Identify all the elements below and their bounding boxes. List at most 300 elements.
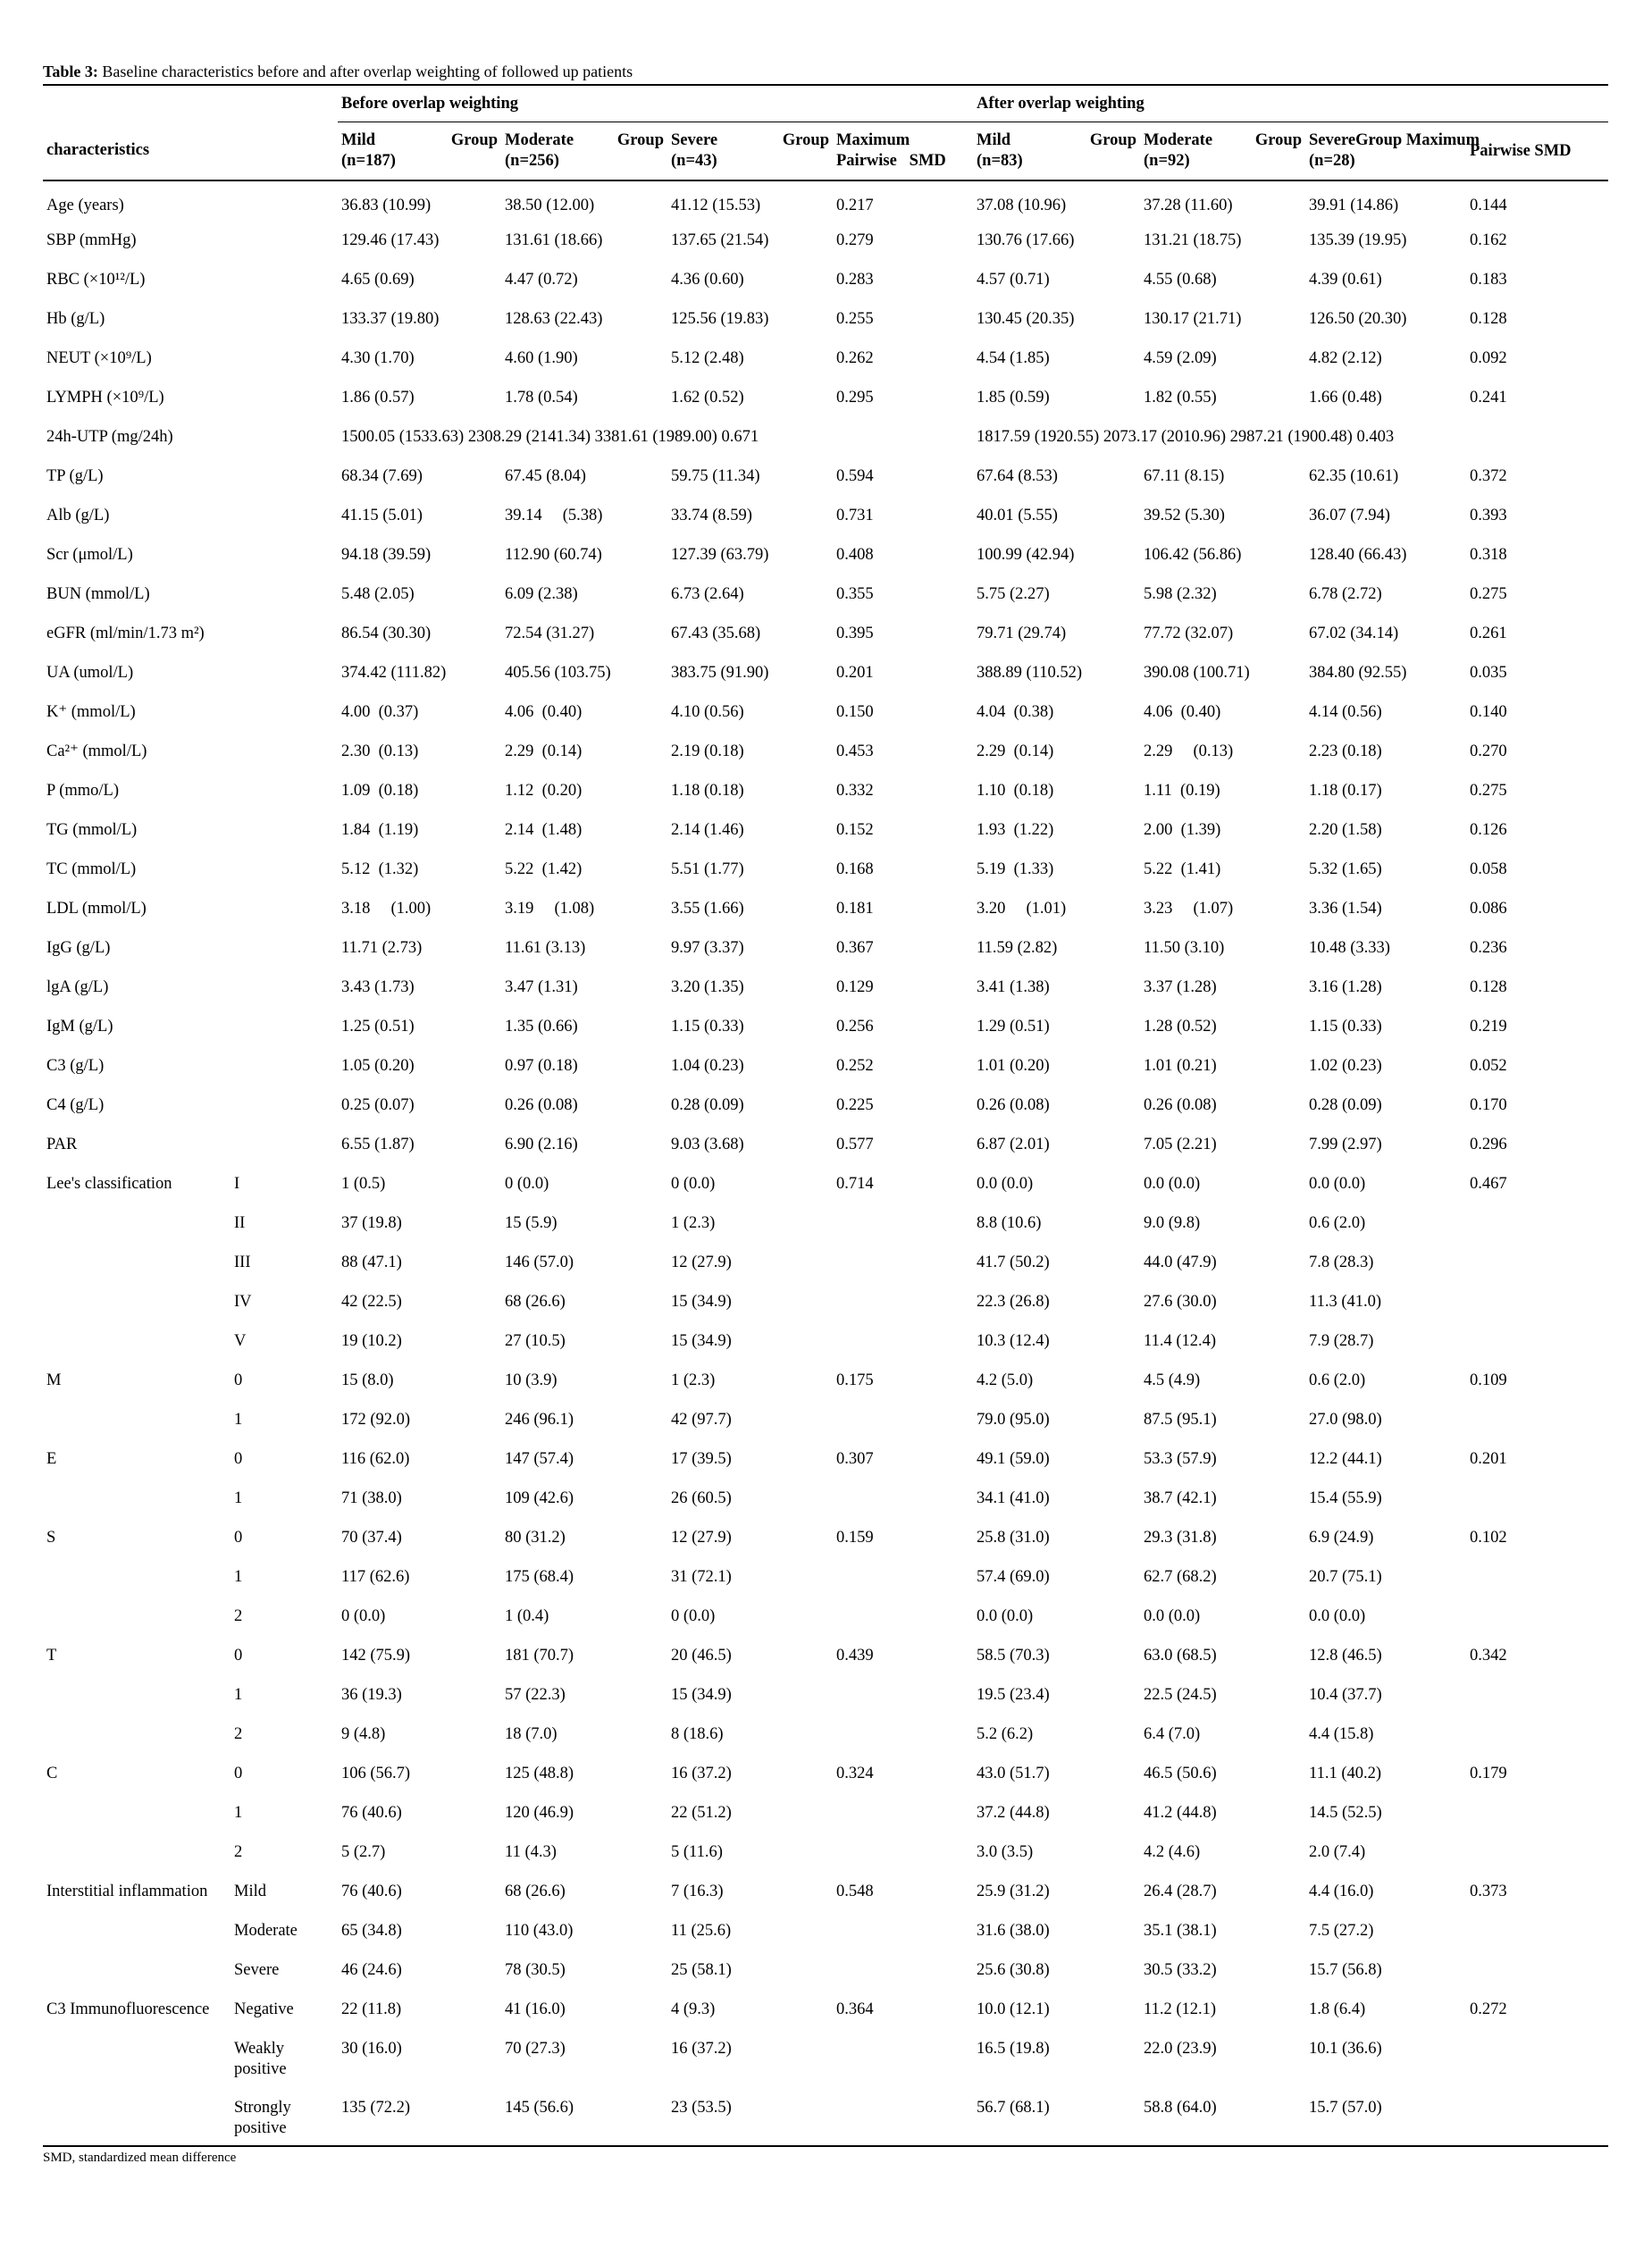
value-cell: 0.28 (0.09): [671, 1096, 744, 1114]
value-cell: 0.201: [1470, 1450, 1507, 1468]
value-cell: 0.393: [1470, 507, 1507, 524]
value-cell: 0.594: [836, 467, 874, 485]
value-cell: 4.47 (0.72): [505, 271, 578, 289]
row-subcategory: Strongly positive: [231, 2087, 338, 2146]
value-cell: 1.28 (0.52): [1144, 1018, 1217, 1036]
value-cell: 109 (42.6): [505, 1489, 574, 1507]
table-row: [43, 534, 1608, 574]
value-cell: 9 (4.8): [341, 1725, 386, 1743]
value-cell: 0.26 (0.08): [1144, 1096, 1217, 1114]
value-cell: 4 (9.3): [671, 2000, 716, 2018]
row-characteristic: [43, 1674, 231, 1714]
value-cell: 128.40 (66.43): [1309, 546, 1407, 564]
column-header: [833, 122, 973, 181]
value-cell: 3.41 (1.38): [977, 978, 1050, 996]
row-characteristic: LDL (mmol/L): [46, 900, 147, 918]
value-cell: [1466, 2028, 1608, 2087]
value-cell: 0.577: [836, 1136, 874, 1153]
value-cell: 5.51 (1.77): [671, 860, 744, 878]
value-cell: 11.1 (40.2): [1309, 1765, 1382, 1782]
row-subcategory: [231, 613, 338, 652]
value-cell: [1466, 1596, 1608, 1635]
row-characteristic: Scr (μmol/L): [46, 546, 133, 564]
table-row: [43, 1910, 1608, 1950]
caption-text: Baseline characteristics before and after overlap weighting of followed up patients: [97, 63, 633, 80]
value-cell: 15 (8.0): [341, 1371, 394, 1389]
value-cell: 0.241: [1470, 389, 1507, 407]
value-cell: 4.4 (15.8): [1309, 1725, 1374, 1743]
value-cell: 0.25 (0.07): [341, 1096, 415, 1114]
value-cell: 40.01 (5.55): [977, 507, 1058, 524]
value-cell: 0.275: [1470, 782, 1507, 800]
table-document: [43, 61, 1608, 2166]
table-row: [43, 849, 1608, 888]
table-row: [43, 1163, 1608, 1203]
value-cell: [1466, 1832, 1608, 1871]
value-cell: 53.3 (57.9): [1144, 1450, 1217, 1468]
value-cell: 0.0 (0.0): [977, 1607, 1034, 1625]
row-characteristic: LYMPH (×10⁹/L): [46, 389, 164, 407]
table-row: [43, 377, 1608, 416]
column-header-sample: Pairwise SMD: [836, 152, 946, 170]
table-row: [43, 495, 1608, 534]
row-characteristic: S: [46, 1529, 56, 1547]
value-cell: 3.20 (1.35): [671, 978, 744, 996]
value-cell: 79.0 (95.0): [977, 1411, 1050, 1429]
column-header-sample: (n=92): [1144, 152, 1190, 170]
value-cell: [833, 2028, 973, 2087]
value-cell: 57 (22.3): [505, 1686, 566, 1704]
value-cell: 25.8 (31.0): [977, 1529, 1050, 1547]
row-subcategory: 2: [234, 1843, 243, 1861]
value-cell: 10.0 (12.1): [977, 2000, 1050, 2018]
value-cell: 145 (56.6): [501, 2087, 667, 2146]
table-row: [43, 1006, 1608, 1045]
row-characteristic: [43, 1792, 231, 1832]
value-cell: 0.058: [1470, 860, 1507, 878]
value-cell: 0.217: [836, 197, 874, 214]
row-subcategory: [231, 259, 338, 298]
value-cell: 0.175: [836, 1371, 874, 1389]
row-subcategory: 1: [234, 1411, 243, 1429]
value-cell: 405.56 (103.75): [505, 664, 611, 682]
row-subcategory: Negative: [234, 2000, 294, 2018]
value-cell: 12 (27.9): [671, 1529, 732, 1547]
table-row: [43, 1674, 1608, 1714]
value-cell: 67.45 (8.04): [505, 467, 586, 485]
value-cell: 110 (43.0): [505, 1922, 574, 1940]
value-cell: [833, 1203, 973, 1242]
value-cell: 3.16 (1.28): [1309, 978, 1382, 996]
row-characteristic: Lee's classification: [46, 1175, 172, 1193]
column-header-group: Group: [616, 131, 664, 149]
value-cell: 2.20 (1.58): [1309, 821, 1382, 839]
row-characteristic: Hb (g/L): [46, 310, 105, 328]
value-cell: 37.28 (11.60): [1144, 197, 1233, 214]
value-cell: 30.5 (33.2): [1144, 1961, 1217, 1979]
caption-label: Table 3:: [43, 63, 98, 80]
value-cell: 41 (16.0): [505, 2000, 566, 2018]
row-subcategory: [231, 1006, 338, 1045]
value-cell: 6.90 (2.16): [505, 1136, 578, 1153]
value-cell: 0.279: [836, 231, 874, 249]
after-weighting-header: After overlap weighting: [973, 85, 1608, 122]
value-cell: 33.74 (8.59): [671, 507, 752, 524]
column-header-group: Group Maximum: [1355, 131, 1480, 149]
value-cell: 1.78 (0.54): [505, 389, 578, 407]
row-subcategory: [231, 1045, 338, 1085]
value-cell: 4.14 (0.56): [1309, 703, 1382, 721]
value-cell: 5.98 (2.32): [1144, 585, 1217, 603]
value-cell: 0.0 (0.0): [1309, 1607, 1366, 1625]
column-header-name: Mild: [341, 131, 376, 149]
value-cell: 67.11 (8.15): [1144, 467, 1225, 485]
row-characteristic: [43, 1281, 231, 1321]
row-characteristic: Ca²⁺ (mmol/L): [46, 742, 147, 760]
value-cell: 181 (70.7): [505, 1647, 574, 1665]
table-row: [43, 1753, 1608, 1792]
value-cell: 76 (40.6): [341, 1804, 402, 1822]
row-characteristic: P (mmo/L): [46, 782, 120, 800]
column-header-sample: (n=83): [977, 152, 1023, 170]
value-cell: 59.75 (11.34): [671, 467, 760, 485]
value-cell: 77.72 (32.07): [1144, 625, 1234, 642]
value-cell: 1.29 (0.51): [977, 1018, 1050, 1036]
value-cell: 1.8 (6.4): [1309, 2000, 1366, 2018]
value-cell: 86.54 (30.30): [341, 625, 432, 642]
value-cell: 0.364: [836, 2000, 874, 2018]
value-cell: 67.02 (34.14): [1309, 625, 1399, 642]
row-subcategory: V: [234, 1332, 247, 1350]
value-cell: 4.2 (5.0): [977, 1371, 1034, 1389]
value-cell: 4.59 (2.09): [1144, 349, 1217, 367]
value-cell: 19.5 (23.4): [977, 1686, 1050, 1704]
value-cell: 36.83 (10.99): [341, 197, 432, 214]
column-header-name: Moderate: [1144, 131, 1213, 149]
value-cell: 42 (22.5): [341, 1293, 402, 1311]
value-cell: 9.03 (3.68): [671, 1136, 744, 1153]
value-cell: 4.06 (0.40): [1144, 703, 1221, 721]
value-cell: [833, 2087, 973, 2146]
row-subcategory: 0: [234, 1647, 243, 1665]
value-cell: 388.89 (110.52): [977, 664, 1083, 682]
value-cell: 0.408: [836, 546, 874, 564]
value-cell: 0.126: [1470, 821, 1507, 839]
value-cell: 131.21 (18.75): [1144, 231, 1242, 249]
table-body: [43, 180, 1608, 2146]
value-cell: 0.225: [836, 1096, 874, 1114]
table-row: [43, 1478, 1608, 1517]
value-cell: 10.1 (36.6): [1309, 2040, 1382, 2058]
value-cell: [833, 1950, 973, 1989]
value-cell: 0.355: [836, 585, 874, 603]
table-row: [43, 259, 1608, 298]
value-cell: 58.8 (64.0): [1140, 2087, 1305, 2146]
value-cell: 4.82 (2.12): [1309, 349, 1382, 367]
value-cell: 0.201: [836, 664, 874, 682]
value-cell: [1466, 1478, 1608, 1517]
table-row: [43, 1242, 1608, 1281]
row-characteristic: NEUT (×10⁹/L): [46, 349, 152, 367]
value-cell: [1466, 1321, 1608, 1360]
value-cell: 63.0 (68.5): [1144, 1647, 1217, 1665]
value-cell: 42 (97.7): [671, 1411, 732, 1429]
value-cell: 0.342: [1470, 1647, 1507, 1665]
table-row: [43, 1517, 1608, 1556]
table-row: [43, 731, 1608, 770]
row-subcategory: 1: [234, 1489, 243, 1507]
value-cell: 22 (11.8): [341, 2000, 402, 2018]
row-subcategory: 0: [234, 1529, 243, 1547]
value-cell: 15 (5.9): [505, 1214, 558, 1232]
value-cell: 0.318: [1470, 546, 1507, 564]
value-cell: 0.28 (0.09): [1309, 1096, 1382, 1114]
value-cell: 1.10 (0.18): [977, 782, 1054, 800]
value-cell: 22.3 (26.8): [977, 1293, 1050, 1311]
value-cell: 2.0 (7.4): [1309, 1843, 1366, 1861]
value-cell: 0.26 (0.08): [977, 1096, 1050, 1114]
table-row: [43, 1360, 1608, 1399]
value-cell: 117 (62.6): [341, 1568, 410, 1586]
value-cell: 11.61 (3.13): [505, 939, 586, 957]
value-cell: 1.15 (0.33): [671, 1018, 744, 1036]
column-header-sample: (n=28): [1309, 152, 1355, 170]
row-subcategory: 1: [234, 1568, 243, 1586]
value-cell: 20 (46.5): [671, 1647, 732, 1665]
table-row: [43, 338, 1608, 377]
value-cell: 1 (0.5): [341, 1175, 386, 1193]
value-cell: 7.8 (28.3): [1309, 1254, 1374, 1271]
row-subcategory: 2: [234, 1725, 243, 1743]
value-cell: [833, 1321, 973, 1360]
row-subcategory: [231, 574, 338, 613]
value-cell: 0.170: [1470, 1096, 1507, 1114]
value-cell: 0.731: [836, 507, 874, 524]
value-cell: 106.42 (56.86): [1144, 546, 1242, 564]
value-cell: 0 (0.0): [341, 1607, 386, 1625]
value-cell: 3.18 (1.00): [341, 900, 432, 918]
row-subcategory: Mild: [234, 1883, 266, 1900]
value-cell: 79.71 (29.74): [977, 625, 1067, 642]
row-characteristic: IgG (g/L): [46, 939, 111, 957]
value-cell: 10.48 (3.33): [1309, 939, 1390, 957]
value-cell: 1.04 (0.23): [671, 1057, 744, 1075]
value-cell: 246 (96.1): [505, 1411, 574, 1429]
column-header-name: Severe: [671, 131, 718, 149]
value-cell: 8.8 (10.6): [977, 1214, 1042, 1232]
value-cell: 147 (57.4): [505, 1450, 574, 1468]
value-cell: 5.19 (1.33): [977, 860, 1054, 878]
value-cell: 0.367: [836, 939, 874, 957]
value-cell: 7.9 (28.7): [1309, 1332, 1374, 1350]
row-subcategory: [231, 338, 338, 377]
value-cell: 6.09 (2.38): [505, 585, 578, 603]
row-subcategory: [231, 809, 338, 849]
value-cell: 2.19 (0.18): [671, 742, 744, 760]
value-cell: 5.48 (2.05): [341, 585, 415, 603]
value-cell: 1.18 (0.18): [671, 782, 744, 800]
table-row: [43, 692, 1608, 731]
row-subcategory: III: [234, 1254, 251, 1271]
row-characteristic: C: [46, 1765, 58, 1782]
value-cell: 4.06 (0.40): [505, 703, 583, 721]
table-row: [43, 298, 1608, 338]
value-cell: 5.22 (1.41): [1144, 860, 1221, 878]
table-row: [43, 1438, 1608, 1478]
value-cell: 128.63 (22.43): [505, 310, 603, 328]
value-cell: 1.11 (0.19): [1144, 782, 1220, 800]
value-cell: [1466, 1203, 1608, 1242]
value-cell: 0.052: [1470, 1057, 1507, 1075]
value-cell: 6.55 (1.87): [341, 1136, 415, 1153]
table-row: [43, 770, 1608, 809]
value-cell: [833, 1399, 973, 1438]
value-cell: 0.236: [1470, 939, 1507, 957]
value-cell: 12 (27.9): [671, 1254, 732, 1271]
value-cell: 1.05 (0.20): [341, 1057, 415, 1075]
value-cell: 116 (62.0): [341, 1450, 410, 1468]
value-cell: 0.159: [836, 1529, 874, 1547]
value-cell: [1466, 1674, 1608, 1714]
row-characteristic: RBC (×10¹²/L): [46, 271, 146, 289]
value-cell: [1466, 1792, 1608, 1832]
value-cell: 0.324: [836, 1765, 874, 1782]
value-cell: 65 (34.8): [341, 1922, 402, 1940]
value-cell: 1.25 (0.51): [341, 1018, 415, 1036]
value-cell: 374.42 (111.82): [341, 664, 447, 682]
value-cell: [833, 1674, 973, 1714]
value-cell: 0.0 (0.0): [1144, 1175, 1201, 1193]
column-header: [1305, 122, 1480, 181]
value-cell: 135.39 (19.95): [1309, 231, 1407, 249]
value-cell: 2.00 (1.39): [1144, 821, 1221, 839]
value-cell: 0.150: [836, 703, 874, 721]
value-cell: 5.22 (1.42): [505, 860, 583, 878]
row-subcategory: [231, 180, 338, 220]
value-cell: 38.7 (42.1): [1144, 1489, 1217, 1507]
value-cell: 11.3 (41.0): [1309, 1293, 1382, 1311]
value-cell: 130.45 (20.35): [977, 310, 1075, 328]
value-cell: 67.43 (35.68): [671, 625, 761, 642]
table-row: [43, 1203, 1608, 1242]
value-cell: 22 (51.2): [671, 1804, 732, 1822]
value-cell: 7.5 (27.2): [1309, 1922, 1374, 1940]
value-cell: 1.84 (1.19): [341, 821, 419, 839]
value-cell: 0.467: [1470, 1175, 1507, 1193]
value-cell: 0.152: [836, 821, 874, 839]
column-header: [1140, 122, 1305, 181]
value-cell: 0.102: [1470, 1529, 1507, 1547]
row-characteristic: T: [46, 1647, 57, 1665]
value-cell: [833, 1832, 973, 1871]
value-cell: 131.61 (18.66): [505, 231, 603, 249]
value-cell: 0.0 (0.0): [1309, 1175, 1366, 1193]
value-cell: 11.2 (12.1): [1144, 2000, 1217, 2018]
value-cell: 31 (72.1): [671, 1568, 732, 1586]
value-cell: 129.46 (17.43): [341, 231, 440, 249]
value-cell: 67.64 (8.53): [977, 467, 1058, 485]
value-cell: 112.90 (60.74): [505, 546, 602, 564]
value-cell: 1.18 (0.17): [1309, 782, 1382, 800]
value-cell: 0.179: [1470, 1765, 1507, 1782]
value-cell: 6.78 (2.72): [1309, 585, 1382, 603]
table-row: [43, 180, 1608, 220]
row-subcategory: 0: [234, 1371, 243, 1389]
value-cell: 11 (25.6): [671, 1922, 732, 1940]
row-subcategory: 1: [234, 1686, 243, 1704]
table-footnote: SMD, standardized mean difference: [43, 2151, 237, 2165]
value-cell: 0.261: [1470, 625, 1507, 642]
row-subcategory: [231, 534, 338, 574]
value-cell: 25 (58.1): [671, 1961, 732, 1979]
value-cell: 3.37 (1.28): [1144, 978, 1217, 996]
row-subcategory: [231, 1124, 338, 1163]
value-cell: 0.128: [1470, 978, 1507, 996]
row-characteristic: 24h-UTP (mg/24h): [46, 428, 173, 446]
row-characteristic: M: [46, 1371, 62, 1389]
value-cell: 25.6 (30.8): [977, 1961, 1050, 1979]
value-cell: 120 (46.9): [505, 1804, 574, 1822]
row-characteristic: [43, 1321, 231, 1360]
value-cell: 2.29 (0.13): [1144, 742, 1234, 760]
value-cell: 15.4 (55.9): [1309, 1489, 1382, 1507]
value-cell: 0 (0.0): [671, 1607, 716, 1625]
value-cell: 125 (48.8): [505, 1765, 574, 1782]
value-cell: 46 (24.6): [341, 1961, 402, 1979]
value-cell: 88 (47.1): [341, 1254, 402, 1271]
row-characteristic: PAR: [46, 1136, 78, 1153]
value-cell: 68 (26.6): [505, 1883, 566, 1900]
value-cell: 0.372: [1470, 467, 1507, 485]
value-cell: 30 (16.0): [341, 2040, 402, 2058]
value-cell: 46.5 (50.6): [1144, 1765, 1217, 1782]
value-cell: 27 (10.5): [505, 1332, 566, 1350]
value-cell: 1.62 (0.52): [671, 389, 744, 407]
value-cell: 0.035: [1470, 664, 1507, 682]
value-cell: 0.275: [1470, 585, 1507, 603]
table-row: [43, 967, 1608, 1006]
value-cell: 0.439: [836, 1647, 874, 1665]
value-cell: 56.7 (68.1): [973, 2087, 1140, 2146]
value-cell: 0.140: [1470, 703, 1507, 721]
value-cell: 27.6 (30.0): [1144, 1293, 1217, 1311]
value-cell: 16 (37.2): [671, 1765, 732, 1782]
value-cell: 62.35 (10.61): [1309, 467, 1399, 485]
table-row: [43, 809, 1608, 849]
value-cell: 0.97 (0.18): [505, 1057, 578, 1075]
value-cell: 4.4 (16.0): [1309, 1883, 1374, 1900]
value-cell: 70 (27.3): [505, 2040, 566, 2058]
table-row: [43, 1321, 1608, 1360]
value-cell: 125.56 (19.83): [671, 310, 769, 328]
row-characteristic: [43, 1714, 231, 1753]
value-cell: 135 (72.2): [338, 2087, 501, 2146]
table-row: [43, 1832, 1608, 1871]
value-cell: [833, 1281, 973, 1321]
value-cell: 172 (92.0): [341, 1411, 411, 1429]
row-characteristic: Age (years): [46, 197, 124, 214]
value-cell: 0.0 (0.0): [1144, 1607, 1201, 1625]
value-cell: [833, 1910, 973, 1950]
value-cell: 36 (19.3): [341, 1686, 402, 1704]
row-subcategory: [231, 1085, 338, 1124]
value-cell: 87.5 (95.1): [1144, 1411, 1217, 1429]
value-cell: 16.5 (19.8): [977, 2040, 1050, 2058]
table-row: [43, 456, 1608, 495]
before-weighting-header: Before overlap weighting: [338, 85, 973, 122]
value-cell: 4.30 (1.70): [341, 349, 415, 367]
row-characteristic: [43, 1832, 231, 1871]
